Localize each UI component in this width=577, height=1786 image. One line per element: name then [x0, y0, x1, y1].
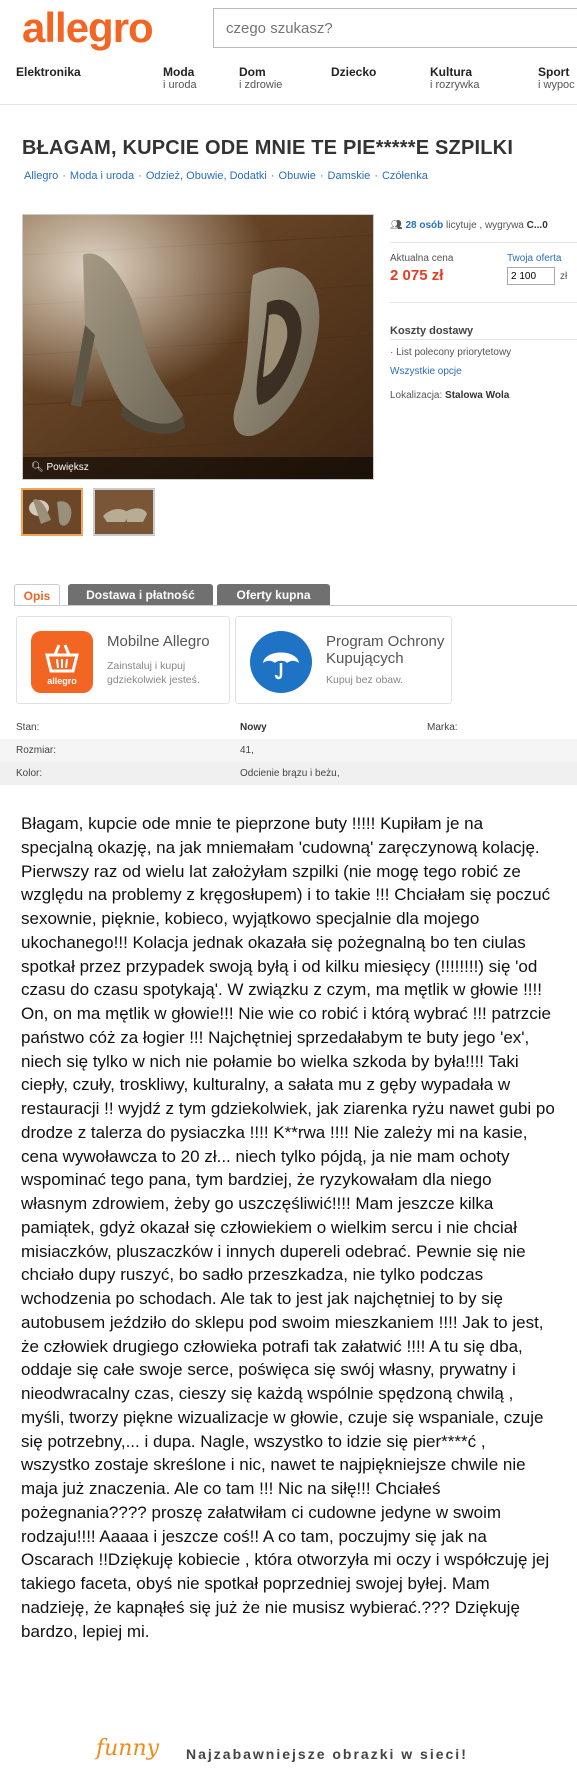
people-icon: 👥︎	[390, 220, 403, 231]
mobile-allegro-promo[interactable]	[16, 616, 230, 704]
category-dom[interactable]	[239, 66, 282, 92]
current-price: 2 075 zł	[390, 267, 444, 284]
offer-currency: zł	[560, 271, 568, 282]
breadcrumb-item[interactable]: Allegro	[24, 170, 59, 182]
category-sublabel: i uroda	[163, 79, 197, 91]
site-header	[0, 0, 577, 60]
category-kultura[interactable]	[430, 66, 480, 92]
category-elektronika[interactable]	[16, 66, 81, 79]
category-moda[interactable]	[163, 66, 197, 92]
category-label: Kultura	[430, 65, 472, 79]
param-label: Kolor:	[16, 768, 43, 779]
product-photo[interactable]	[23, 215, 373, 479]
thumbnail-image	[95, 490, 153, 534]
param-row-rozmiar	[0, 739, 577, 762]
promo-title: Mobilne Allegro	[107, 633, 210, 650]
listing-title: BŁAGAM, KUPCIE ODE MNIE TE PIE*****E SZPILKI	[22, 137, 514, 159]
category-sublabel: i rozrywka	[430, 79, 480, 91]
breadcrumb-item[interactable]: Obuwie	[278, 170, 316, 182]
breadcrumb-item[interactable]: Moda i uroda	[69, 170, 135, 182]
footer-tagline: Najzabawniejsze obrazki w sieci!	[186, 1746, 468, 1762]
zoom-label: Powiększ	[46, 462, 89, 473]
thumbnail-2[interactable]	[93, 488, 155, 536]
search-icon: 🔍︎	[31, 462, 44, 473]
buyer-protection-promo[interactable]	[235, 616, 452, 704]
location-label: Lokalizacja:	[390, 390, 443, 401]
watermark-footer	[0, 1730, 577, 1786]
param-label: Marka:	[427, 722, 458, 733]
breadcrumb-item[interactable]: Odzież, Obuwie, Dodatki	[145, 170, 267, 182]
bidders-text: licytuje , wygrywa	[443, 220, 527, 231]
thumbnail-1[interactable]	[21, 488, 83, 536]
param-value: Odcienie brązu i beżu,	[240, 768, 340, 779]
thumbnail-image	[23, 490, 81, 534]
product-image-frame[interactable]	[22, 214, 374, 480]
promo-description: Zainstaluj i kupuj	[107, 660, 186, 672]
icon-caption: allegro	[47, 676, 77, 686]
param-value: Nowy	[240, 722, 267, 733]
search-input[interactable]	[214, 9, 577, 47]
panel-divider	[390, 302, 577, 303]
panel-divider	[390, 242, 577, 243]
tab-dostawa[interactable]: Dostawa i płatność	[68, 584, 213, 606]
category-label: Dom	[239, 65, 266, 79]
allegro-basket-icon	[31, 631, 93, 693]
search-box[interactable]	[213, 8, 577, 48]
offer-input[interactable]	[507, 267, 555, 285]
category-dziecko[interactable]	[331, 66, 376, 79]
item-description: Błagam, kupcie ode mnie te pieprzone buty !!!!! Kupiłam je na specjalną okazję, na jak mniemałam 'cudowną' zaręczynową kolację. Pierwszy raz od wielu lat założyłam szpilki (nie mogę tego robić ze względu na problemy z kręgosłupem) i to takie !!! Chciałam się poczuć sexownie, pięknie, kobieco, wyjątkowo specjalnie dla mojego ukochanego!!! Kolacja jednak okazała się pożegnalną bo ten ciulas spotkał przez przypadek swoją byłą i od kilku miesięcy (!!!!!!!!) się 'od czasu do czasu spotykają'. W związku z czym, ma mętlik w głowie !!!! On, on ma mętlik w głowie!!! Nie wie co robić i którą wybrać !!! patrzcie państwo cóż za łogier !!! Najchętniej sprzedałabym te buty jego 'ex', niech się tylko w nich nie połamie bo wielka szkoda by była!!!! Taki ciepły, czuły, troskliwy, kulturalny, a sałata mu z gęby wypadała w restauracji !! wyjdź z tym gdziekolwiek, jak ziarenka ryżu nawet gubi po drodze z talerza do pysiaczka !!!! K**rwa !!!! Nie zależy mi na kasie, cena wywoławcza to 20 zł... niech tylko pójdą, ja nie mam ochoty wspominać tego pana, tym bardziej, że ryzykowałam dla niego własnym zdrowiem, żeby go uszczęśliwić!!!! Mam jeszcze kilka pamiątek, gdyż okazał się człowiekiem o wielkim sercu i nie chciał misiaczków, pluszaczków i innych dupereli odebrać. Pewnie się nie chciało dupy ruszyć, bo sadło przeszkadza, nie tylko podczas wchodzenia po schodach. Ale tak to jest jak najchętniej to by się autobusem jeździło do sklepu pod swoim mieszkaniem !!!! Jak to jest, że człowiek drugiego człowieka potrafi tak załatwić !!!! A tu się dba, oddaje się całe swoje serce, poświęca się swój własny, prywatny i nieodwracalny czas, cieszy się każdą wspólnie spędzoną chwilą , myśli, tworzy piękne wizualizacje w głowie, czuje się wspaniale, czuje się potrzebny,... i dupa. Nagle, wszystko to idzie się pier****ć , wszystko zostaje skreślone i nic, nawet te najpiękniejsze chwile nie maja już znaczenia. Ale co tam !!! Nic na siłę!!! Chciałeś pożegnania???? proszę załatwiłam ci cudowne jedyne w swoim rodzaju!!!! Aaaaa i jeszcze coś!! A co tam, poczujmy się jak na Oscarach !!Dziękuję kobiecie , która otworzyła mi oczy i współczuję jej takiego faceta, obyś nie spotkał poprzedniej swojej byłej. Mam nadzieję, że kapnąłeś się już że nie musisz wybierać.??? Dziękuję bardzo, lepiej mi.	[21, 814, 555, 1641]
param-value: 41,	[240, 745, 254, 756]
tab-opis[interactable]: Opis	[14, 584, 60, 606]
category-sublabel: i zdrowie	[239, 79, 283, 91]
shipping-option-label: List polecony priorytetowy	[396, 347, 512, 358]
param-label: Stan:	[16, 722, 40, 733]
shipping-heading: Koszty dostawy	[390, 325, 474, 337]
current-price-label: Aktualna cena	[390, 253, 454, 264]
bidders-count[interactable]: 28 osób	[405, 220, 444, 231]
umbrella-icon	[250, 631, 312, 693]
panel-divider	[390, 339, 577, 340]
param-row-stan	[0, 716, 577, 739]
breadcrumb: Allegro · Moda i uroda · Odzież, Obuwie, Dodatki · Obuwie · Damskie · Czółenka	[24, 170, 428, 182]
category-sublabel: i wypoc	[538, 79, 575, 91]
param-label: Rozmiar:	[16, 745, 57, 756]
allegro-logo[interactable]: allegro	[22, 4, 153, 51]
category-label: Moda	[163, 65, 195, 79]
location	[390, 390, 509, 401]
your-offer-label: Twoja oferta	[507, 253, 562, 264]
category-label: Sport	[538, 65, 570, 79]
category-label: Elektronika	[16, 65, 81, 79]
all-shipping-options-link[interactable]: Wszystkie opcje	[390, 366, 462, 377]
zoom-button[interactable]	[23, 457, 373, 479]
tab-oferty-kupna[interactable]: Oferty kupna	[217, 584, 330, 606]
funny-logo: funny	[96, 1736, 160, 1761]
param-row-kolor	[0, 762, 577, 785]
category-nav	[0, 66, 577, 96]
promo-description: gdziekolwiek jesteś.	[107, 674, 200, 686]
promo-description: Kupuj bez obaw.	[326, 674, 404, 686]
promo-title-line1: Program Ochrony	[326, 633, 445, 650]
category-label: Dziecko	[331, 65, 377, 79]
breadcrumb-item[interactable]: Czółenka	[381, 170, 428, 182]
leading-bidder: C...0	[526, 220, 548, 231]
category-sport[interactable]	[538, 66, 575, 92]
breadcrumb-item[interactable]: Damskie	[327, 170, 371, 182]
promo-title-line2: Kupujących	[326, 650, 404, 667]
bidders-info	[390, 220, 548, 231]
header-divider	[0, 104, 577, 105]
location-value: Stalowa Wola	[445, 390, 510, 401]
shipping-option: · List polecony priorytetowy	[390, 347, 512, 358]
tabs-underline	[14, 605, 577, 606]
